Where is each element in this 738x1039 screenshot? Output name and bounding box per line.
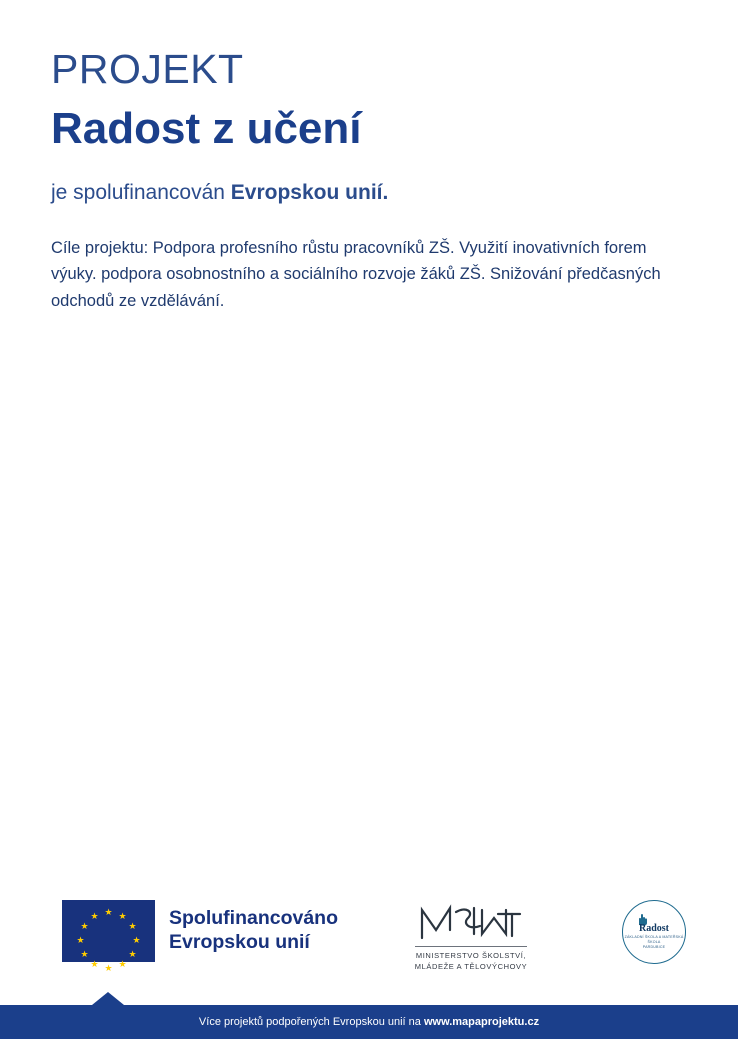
radost-logo-name: Radost	[638, 923, 669, 934]
msmt-caption-line1: MINISTERSTVO ŠKOLSTVÍ,	[415, 951, 527, 960]
subtitle-prefix: je spolufinancován	[51, 181, 231, 205]
page-title: Radost z učení	[51, 104, 362, 154]
poster-kicker: PROJEKT	[51, 46, 244, 92]
msmt-mark-icon	[396, 900, 546, 944]
msmt-caption-line2: MLÁDEŽE A TĚLOVÝCHOVY	[414, 962, 528, 972]
eu-flag-icon: ★ ★ ★ ★ ★ ★ ★ ★ ★ ★ ★ ★	[62, 900, 155, 962]
footer-bar	[0, 1005, 738, 1039]
poster-content	[51, 48, 691, 315]
radost-subtitle-line2: PARDUBICE	[642, 944, 666, 949]
poster-subtitle	[51, 179, 691, 206]
project-goals-text: Cíle projektu: Podpora profesního růstu pracovníků ZŠ. Využití inovativních forem výuky. podpora osobnostního a sociálního rozvoje žáků ZŠ. Snižování předčasných odchodů ze vzdělávání.	[51, 238, 661, 311]
footer-text	[199, 1016, 539, 1028]
radost-logo-circle	[622, 900, 686, 964]
logo-strip	[0, 888, 738, 973]
footer-link[interactable]: www.mapaprojektu.cz	[423, 1016, 540, 1028]
radost-logo-block	[622, 900, 684, 962]
subtitle-strong: Evropskou unií.	[230, 181, 389, 205]
footer-text-prefix: Více projektů podpořených Evropskou unií na	[198, 1016, 424, 1028]
msmt-logo-block	[396, 900, 546, 974]
eu-logo-line1: Spolufinancováno	[169, 907, 339, 930]
radost-subtitle-line1: ZÁKLADNÍ ŠKOLA A MATEŘSKÁ ŠKOLA	[624, 935, 684, 944]
eu-logo-line2: Evropskou unií	[169, 931, 310, 953]
msmt-caption	[415, 946, 528, 973]
footer-notch-icon	[92, 992, 124, 1005]
radost-logo-subtitle	[623, 935, 685, 950]
eu-logo-text	[169, 907, 338, 955]
eu-logo-block	[62, 900, 339, 973]
